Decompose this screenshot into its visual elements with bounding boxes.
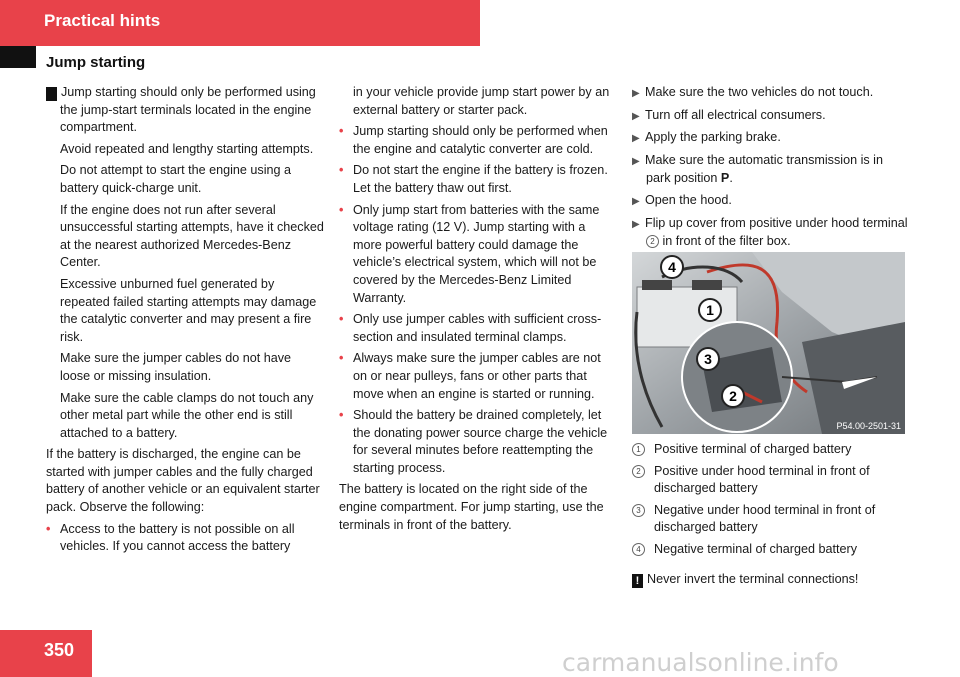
photo-callout-2 bbox=[722, 385, 744, 407]
bullet-continuation: in your vehicle provide jump start power by an external battery or starter pack. bbox=[353, 85, 610, 117]
chapter-header bbox=[0, 0, 480, 46]
step-item: ▶ Make sure the two vehicles do not touch. bbox=[632, 84, 910, 103]
step-item: ▶ Make sure the automatic transmission is in park position P. bbox=[632, 152, 883, 186]
bullet-icon: • bbox=[339, 408, 344, 423]
final-warning: ! Never invert the terminal connections! bbox=[632, 572, 858, 588]
body-paragraph: If the battery is discharged, the engine can be started with jumper cables and the fully charged battery of another vehicle or an equivalent starter pack. Observe the following: bbox=[46, 447, 320, 515]
column-1 bbox=[42, 84, 324, 560]
page-number-box bbox=[0, 630, 92, 677]
chapter-title: Practical hints bbox=[44, 11, 161, 30]
svg-text:3: 3 bbox=[704, 351, 712, 367]
warning-item: Avoid repeated and lengthy starting attempts. bbox=[60, 141, 314, 156]
svg-text:1: 1 bbox=[706, 302, 714, 318]
arrow-icon: ▶ bbox=[632, 110, 640, 122]
bullet-item: • Should the battery be drained completely, let the donating power source charge the vehicle for several minutes before reattempting the starting process. bbox=[339, 408, 608, 475]
section-marker bbox=[0, 46, 36, 68]
bullet-item: • Only jump start from batteries with the same voltage rating (12 V). Jump starting with a more powerful battery could damage the vehicle’s electrical system, which will not be covered by the Mercedes-Benz Limited Warranty. bbox=[339, 202, 600, 305]
legend-item: 2 Positive under hood terminal in front of discharged battery bbox=[632, 463, 910, 498]
bullet-icon: • bbox=[339, 202, 344, 217]
bullet-item: • Only use jumper cables with sufficient cross-section and insulated terminal clamps. bbox=[339, 312, 602, 344]
warning-intro: ! Jump starting should only be performed using the jump-start terminals located in the engine compartment. bbox=[42, 85, 316, 135]
bullet-item: • Always make sure the jumper cables are not on or near pulleys, fans or other parts that move when an engine is started or running. bbox=[339, 351, 601, 401]
bullet-icon: • bbox=[339, 312, 344, 327]
arrow-icon: ▶ bbox=[632, 155, 640, 167]
step-item: ▶ Apply the parking brake. bbox=[632, 129, 910, 148]
step-item: ▶ Flip up cover from positive under hood terminal 2 in front of the filter box. bbox=[632, 215, 908, 249]
legend-item: 1 Positive terminal of charged battery bbox=[632, 441, 910, 459]
section-title: Jump starting bbox=[46, 54, 146, 71]
warning-item: Make sure the cable clamps do not touch any other metal part while the other end is still attached to a battery. bbox=[60, 390, 314, 440]
svg-text:4: 4 bbox=[668, 259, 676, 275]
bullet-icon: • bbox=[339, 351, 344, 366]
photo-callout-3 bbox=[697, 348, 719, 370]
bullet-item: • Do not start the engine if the battery is frozen. Let the battery thaw out first. bbox=[339, 163, 608, 195]
photo-code: P54.00-2501-31 bbox=[836, 421, 901, 431]
bullet-item: • Access to the battery is not possible on all vehicles. If you cannot access the battery bbox=[46, 521, 295, 554]
watermark: carmanualsonline.info bbox=[562, 648, 839, 677]
bullet-item: • Jump starting should only be performed when the engine and catalytic converter are cold. bbox=[339, 124, 608, 156]
arrow-icon: ▶ bbox=[632, 218, 640, 230]
page-number: 350 bbox=[44, 640, 75, 660]
engine-compartment-photo bbox=[632, 252, 905, 434]
step-item: ▶ Open the hood. bbox=[632, 192, 910, 211]
warning-item: If the engine does not run after several unsuccessful starting attempts, have it checked at the nearest authorized Mercedes-Benz Center. bbox=[60, 202, 324, 270]
callout-number: 2 bbox=[646, 235, 659, 248]
warning-item: Make sure the jumper cables do not have loose or missing insulation. bbox=[60, 351, 292, 383]
closing-paragraph: The battery is located on the right side of the engine compartment. For jump starting, use the terminals in front of the battery. bbox=[339, 482, 604, 532]
legend-item: 4 Negative terminal of charged battery bbox=[632, 541, 910, 559]
column-3 bbox=[632, 84, 910, 255]
warning-icon: ! bbox=[632, 574, 643, 588]
bullet-icon: • bbox=[46, 521, 51, 536]
arrow-icon: ▶ bbox=[632, 195, 640, 207]
callout-number: 4 bbox=[632, 543, 645, 556]
photo-legend bbox=[632, 441, 910, 563]
callout-number: 2 bbox=[632, 465, 645, 478]
photo-callout-4 bbox=[661, 256, 683, 278]
step-item: ▶ Turn off all electrical consumers. bbox=[632, 107, 910, 126]
callout-number: 1 bbox=[632, 443, 645, 456]
bullet-icon: • bbox=[339, 163, 344, 178]
warning-item: Do not attempt to start the engine using a battery quick-charge unit. bbox=[60, 163, 292, 195]
engine-photo-illustration bbox=[632, 252, 905, 434]
arrow-icon: ▶ bbox=[632, 88, 640, 99]
bullet-icon: • bbox=[339, 124, 344, 139]
arrow-icon: ▶ bbox=[632, 133, 640, 145]
warning-item: Excessive unburned fuel generated by repeated failed starting attempts may damage the catalytic converter and may present a fire risk. bbox=[60, 276, 317, 344]
column-2 bbox=[339, 84, 617, 538]
svg-text:2: 2 bbox=[729, 388, 737, 404]
callout-number: 3 bbox=[632, 504, 645, 517]
photo-callout-1 bbox=[699, 299, 721, 321]
warning-icon: ! bbox=[46, 87, 57, 101]
legend-item: 3 Negative under hood terminal in front of discharged battery bbox=[632, 502, 910, 537]
